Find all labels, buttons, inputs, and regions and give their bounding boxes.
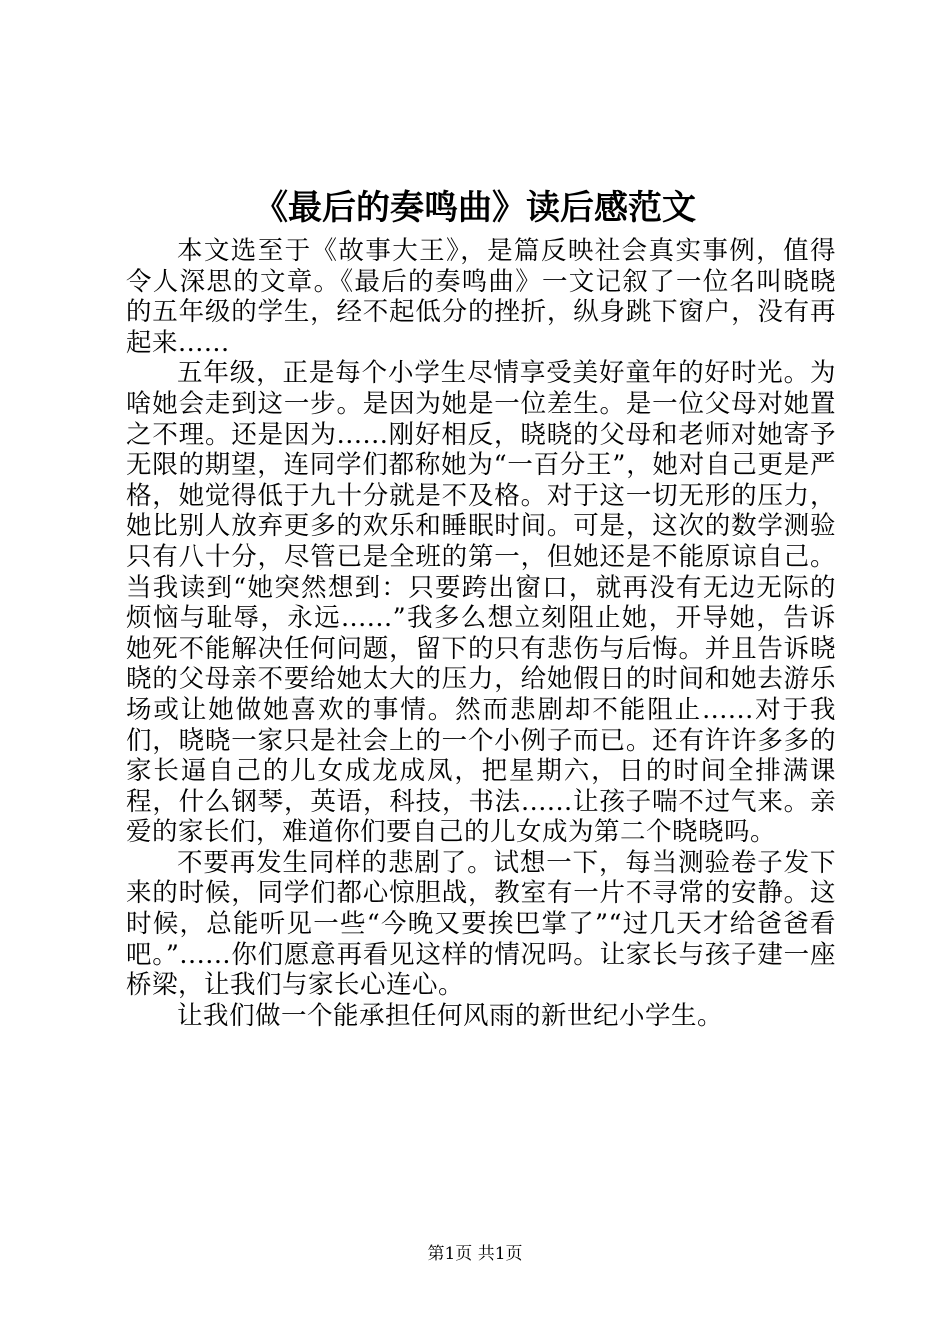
document-title: 《最后的奏鸣曲》读后感范文 (254, 188, 696, 228)
paragraph-4: 让我们做一个能承担任何风雨的新世纪小学生。 (177, 1000, 724, 1031)
paragraph-3: 不要再发生同样的悲剧了。试想一下，每当测验卷子发下来的时候，同学们都心惊胆战，教室有一片不寻常的安静。这时候，总能听见一些“今晚又要挨巴掌了”“过几天才给爸爸看吧。”......你们愿意再看见这样的情况吗。让家长与孩子建一座桥梁，让我们与家长心连心。 (126, 847, 836, 1001)
paragraph-2: 五年级，正是每个小学生尽情享受美好童年的好时光。为啥她会走到这一步。是因为她是一位差生。是一位父母对她置之不理。还是因为......刚好相反，晓晓的父母和老师对她寄予无限的期望，连同学们都称她为“一百分王”，她对自己更是严格，她觉得低于九十分就是不及格。对于这一切无形的压力，她比别人放弃更多的欢乐和睡眠时间。可是，这次的数学测验只有八十分，尽管已是全班的第一，但她还是不能原谅自己。当我读到“她突然想到：只要跨出窗口，就再没有无边无际的烦恼与耻辱，永远......”我多么想立刻阻止她，开导她，告诉她死不能解决任何问题，留下的只有悲伤与后悔。并且告诉晓晓的父母亲不要给她太大的压力，给她假日的时间和她去游乐场或让她做她喜欢的事情。然而悲剧却不能阻止......对于我们，晓晓一家只是社会上的一个小例子而已。还有许许多多的家长逼自己的儿女成龙成凤，把星期六，日的时间全排满课程，什么钢琴，英语，科技，书法......让孩子喘不过气来。亲爱的家长们，难道你们要自己的儿女成为第二个晓晓吗。 (126, 358, 836, 848)
document-body (126, 236, 836, 1031)
page-footer: 第1页 共1页 (427, 1244, 523, 1264)
paragraph-1: 本文选至于《故事大王》，是篇反映社会真实事例，值得令人深思的文章。《最后的奏鸣曲》一文记叙了一位名叫晓晓的五年级的学生，经不起低分的挫折，纵身跳下窗户，没有再起来...... (126, 236, 836, 358)
